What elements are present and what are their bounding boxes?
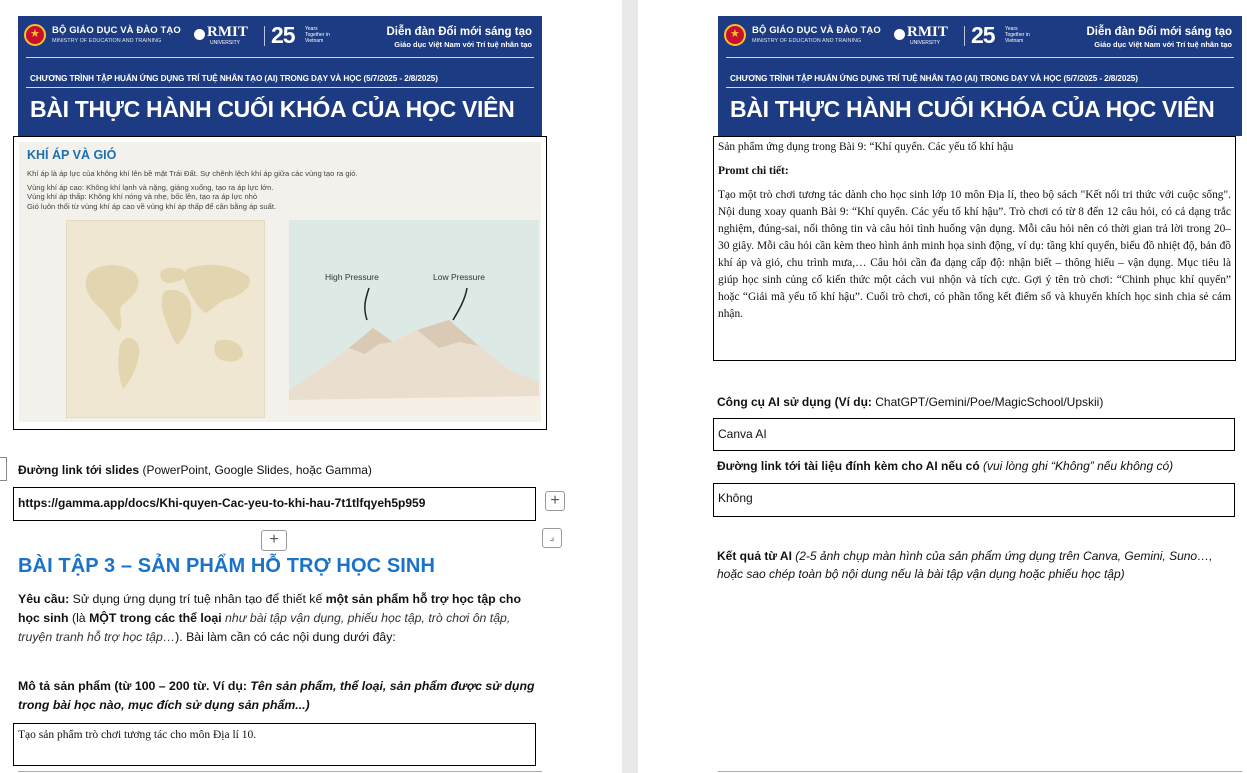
page-bottom-rule	[718, 771, 1242, 772]
slide-text	[27, 169, 537, 211]
rmit-logo-sub: UNIVERSITY	[210, 40, 241, 46]
attachment-label-italic: (vui lòng ghi “Không” nếu không có)	[979, 459, 1174, 473]
slides-link-label-rest: (PowerPoint, Google Slides, hoặc Gamma)	[139, 463, 372, 477]
mountain-illustration-icon	[289, 220, 539, 416]
ministry-name-en: MINISTRY OF EDUCATION AND TRAINING	[52, 38, 162, 44]
product-description-label	[18, 677, 546, 715]
req-italic: như bài tập vận dụng, phiếu học tập, trò chơi ôn tập, truyện tranh hỗ trợ học tập…	[18, 611, 511, 644]
banner-divider	[726, 87, 1234, 88]
ai-result-label-bold: Kết quả từ AI	[717, 549, 792, 563]
req-text: (là	[68, 611, 90, 625]
ai-tool-label-bold: Công cụ AI sử dụng (Ví dụ:	[717, 395, 872, 409]
attachment-field[interactable]: Không	[713, 483, 1235, 517]
world-map-icon	[67, 221, 264, 417]
anniversary-number: 25	[271, 22, 295, 48]
logo-divider	[264, 26, 265, 46]
logo-divider	[964, 26, 965, 46]
emblem-icon	[24, 24, 46, 46]
ai-result-label-italic: (2-5 ảnh chụp màn hình của sản phẩm ứng dụng trên Canva, Gemini, Suno…, hoặc sao chép toàn bộ nội dung nếu là bài tập vận dụng hoặc phiếu học tập)	[717, 549, 1213, 581]
banner-title: BÀI THỰC HÀNH CUỐI KHÓA CỦA HỌC VIÊN	[30, 96, 515, 122]
attachment-label	[717, 458, 1242, 474]
banner-title: BÀI THỰC HÀNH CUỐI KHÓA CỦA HỌC VIÊN	[730, 96, 1215, 122]
rmit-logo-sub: UNIVERSITY	[910, 40, 941, 46]
program-title: CHƯƠNG TRÌNH TẬP HUẤN ỨNG DỤNG TRÍ TUỆ NHÂN TẠO (AI) TRONG DẠY VÀ HỌC (5/7/2025 - 2/8/2025)	[730, 74, 1138, 83]
slide-preview	[19, 142, 541, 422]
req-text: ). Bài làm cần có các nội dung dưới đây:	[175, 630, 396, 644]
requirement-paragraph	[18, 590, 546, 647]
pressure-mountain-image	[289, 220, 539, 416]
req-bold: Yêu cầu:	[18, 592, 70, 606]
slide-screenshot-frame	[13, 136, 547, 430]
slides-link-field[interactable]: https://gamma.app/docs/Khi-quyen-Cac-yeu-to-khi-hau-7t1tlfqyeh5p959	[13, 487, 536, 521]
banner-divider	[726, 57, 1234, 58]
add-table-row-button[interactable]: +	[261, 530, 287, 551]
low-pressure-label: Low Pressure	[433, 272, 485, 282]
ministry-name-en: MINISTRY OF EDUCATION AND TRAINING	[752, 38, 862, 44]
forum-title: Diễn đàn Đổi mới sáng tạo	[1086, 26, 1232, 38]
forum-title: Diễn đàn Đổi mới sáng tạo	[386, 26, 532, 38]
ai-tool-field[interactable]: Canva AI	[713, 418, 1235, 451]
attachment-label-bold: Đường link tới tài liệu đính kèm cho AI nếu có	[717, 459, 980, 473]
add-row-button[interactable]: +	[545, 491, 565, 511]
logo-row	[724, 24, 1236, 50]
page-bottom-rule	[18, 771, 542, 772]
anniversary-text: Years Together in Vietnam	[1005, 26, 1030, 44]
ai-tool-label-rest: ChatGPT/Gemini/Poe/MagicSchool/Upskii)	[871, 395, 1104, 409]
margin-marker	[0, 457, 7, 481]
ministry-name: BỘ GIÁO DỤC VÀ ĐÀO TẠO	[752, 25, 881, 36]
banner-divider	[26, 87, 534, 88]
resize-handle-icon[interactable]: ⌟	[542, 528, 562, 548]
program-title: CHƯƠNG TRÌNH TẬP HUẤN ỨNG DỤNG TRÍ TUỆ NHÂN TẠO (AI) TRONG DẠY VÀ HỌC (5/7/2025 - 2/8/2025)	[30, 74, 438, 83]
req-bold: một sản phẩm hỗ trợ học tập cho học sinh	[18, 592, 521, 625]
ai-result-label	[717, 547, 1241, 583]
req-bold: MỘT trong các thể loại	[89, 611, 222, 625]
exercise-3-heading: BÀI TẬP 3 – SẢN PHẨM HỖ TRỢ HỌC SINH	[18, 555, 435, 577]
emblem-icon	[724, 24, 746, 46]
slide-line: Gió luôn thổi từ vùng khí áp cao về vùng khí áp thấp để cân bằng áp suất.	[27, 201, 277, 211]
slide-line: Khí áp là áp lực của không khí lên bề mặt Trái Đất. Sự chênh lệch khí áp giữa các vùng tạo ra gió.	[27, 169, 358, 178]
document-page-right	[638, 0, 1247, 773]
banner-divider	[26, 57, 534, 58]
rmit-logo-text: RMIT	[207, 24, 248, 40]
slides-link-label	[18, 462, 372, 478]
rmit-logo-text: RMIT	[907, 24, 948, 40]
product-line: Sản phẩm ứng dụng trong Bài 9: “Khí quyển. Các yếu tố khí hậu	[718, 141, 1014, 153]
rmit-logo-icon	[194, 29, 205, 40]
slide-title: KHÍ ÁP VÀ GIÓ	[27, 148, 117, 162]
ai-tool-label	[717, 394, 1103, 410]
ministry-name: BỘ GIÁO DỤC VÀ ĐÀO TẠO	[52, 25, 181, 36]
logo-row	[24, 24, 536, 50]
desc-bold: Mô tả sản phẩm (từ 100 – 200 từ. Ví dụ:	[18, 679, 251, 693]
anniversary-number: 25	[971, 22, 995, 48]
header-banner	[18, 16, 542, 136]
desc-italic: Tên sản phẩm, thể loại, sản phẩm được sử dụng trong bài học nào, mục đích sử dụng sản phẩm...)	[18, 679, 535, 712]
prompt-label: Promt chi tiết:	[718, 165, 789, 177]
prompt-text: Tạo một trò chơi tương tác dành cho học sinh lớp 10 môn Địa lí, theo bộ sách "Kết nối tri thức với cuộc sống". Nội dung xoay quanh Bài 9: “Khí quyển. Các yếu tố khí hậu”. Trò chơi có từ 8 đến 12 câu hỏi, có cả dạng trắc nghiệm, đúng-sai, nối thông tin và câu hỏi tình huống vận dụng. Mỗi câu hỏi nên có thời gian trả lời trong 20–30 giây. Mỗi câu hỏi cần kèm theo hình ảnh minh họa sinh động, ví dụ: tầng khí quyển, biểu đồ nhiệt độ, bản đồ khí áp và gió, chu trình mưa,… Câu hỏi cần đa dạng cấp độ: nhận biết – thông hiểu – vận dụng. Mục tiêu là giúp học sinh củng cố kiến thức một cách vui nhộn và tích cực. Gợi ý tên trò chơi: “Chinh phục khí quyển” hoặc “Giải mã yếu tố khí hậu”. Cuối trò chơi, có phần tổng kết điểm số và khuyến khích học sinh chia sẻ cảm nhận.	[718, 189, 1231, 320]
slides-link-label-bold: Đường link tới slides	[18, 463, 140, 477]
forum-subtitle: Giáo dục Việt Nam với Trí tuệ nhân tạo	[1094, 40, 1232, 49]
high-pressure-label: High Pressure	[325, 272, 379, 282]
req-text: Sử dụng ứng dụng trí tuệ nhân tạo để thiết kế	[69, 592, 326, 606]
document-page-left	[0, 0, 622, 773]
forum-subtitle: Giáo dục Việt Nam với Trí tuệ nhân tạo	[394, 40, 532, 49]
slide-line: Vùng khí áp cao: Không khí lạnh và nặng, giáng xuống, tạo ra áp lực lớn.	[27, 182, 274, 192]
prompt-box[interactable]	[713, 136, 1236, 361]
slide-line: Vùng khí áp thấp: Không khí nóng và nhẹ, bốc lên, tạo ra áp lực nhỏ	[27, 192, 258, 201]
world-map-image	[66, 220, 265, 418]
anniversary-text: Years Together in Vietnam	[305, 26, 330, 44]
rmit-logo-icon	[894, 29, 905, 40]
header-banner	[718, 16, 1242, 136]
product-description-field[interactable]: Tạo sản phẩm trò chơi tương tác cho môn Địa lí 10.	[13, 723, 536, 766]
